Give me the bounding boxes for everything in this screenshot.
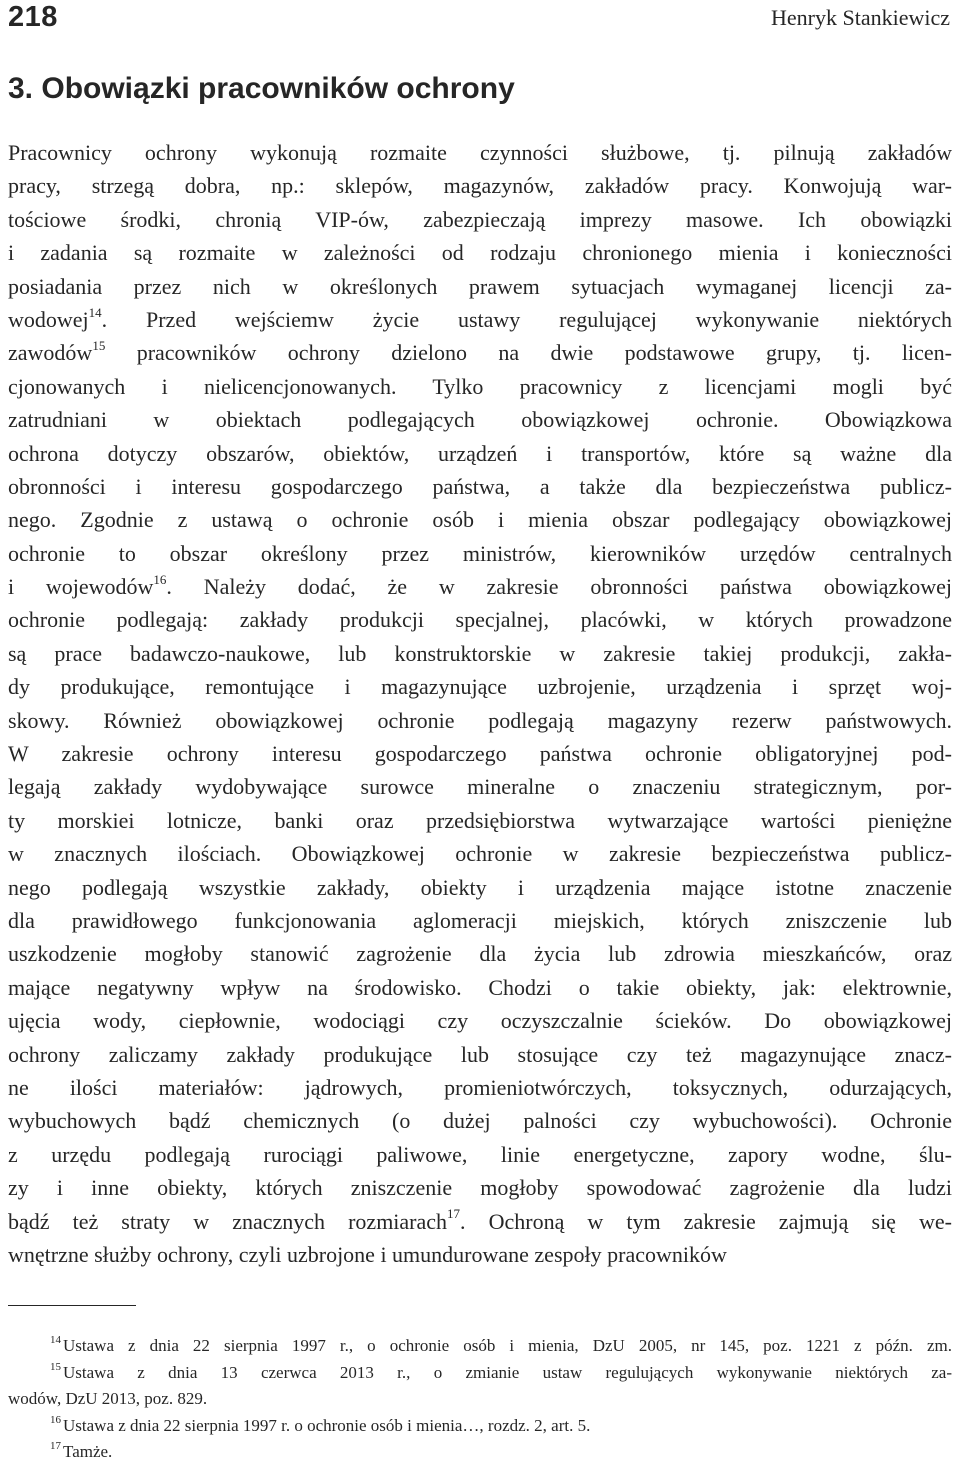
text-line: dy produkujące, remontujące i magazynujące uzbrojenie, urządzenia i sprzęt woj-: [8, 674, 952, 700]
text-line: uszkodzenie mogłoby stanowić zagrożenie dla życia lub zdrowia mieszkańców, oraz: [8, 941, 952, 967]
text-line: [8, 303, 952, 336]
footnote-number: 15: [50, 1360, 61, 1373]
text-segment: i wojewodów: [8, 574, 154, 600]
footnotes: [8, 1333, 952, 1466]
text-line: ochronie podlegają: zakłady produkcji specjalnej, placówki, w których prowadzone: [8, 607, 952, 633]
text-line: W zakresie ochrony interesu gospodarczego państwa ochronie obligatoryjnej pod-: [8, 741, 952, 767]
section-heading: 3. Obowiązki pracowników ochrony: [8, 72, 515, 105]
footnote-separator: [8, 1305, 136, 1306]
footnote-number: 14: [50, 1334, 61, 1347]
text-line: z urzędu podlegają rurociągi paliwowe, linie energetyczne, zapory wodne, ślu-: [8, 1141, 952, 1167]
text-segment: wodowej: [8, 306, 89, 332]
text-line: nego. Zgodnie z ustawą o ochronie osób i mienia obszar podlegający obowiązkowej: [8, 507, 952, 533]
footnote-text: wodów, DzU 2013, poz. 829.: [8, 1389, 208, 1408]
page-number: 218: [8, 1, 58, 33]
text-line: ujęcia wody, ciepłownie, wodociągi czy oczyszczalnie ścieków. Do obowiązkowej: [8, 1008, 952, 1034]
text-line: zy i inne obiekty, których zniszczenie mogłoby spowodować zagrożenie dla ludzi: [8, 1175, 952, 1201]
text-line: wybuchowych bądź chemicznych (o dużej palności czy wybuchowości). Ochronie: [8, 1108, 952, 1134]
footnote-text: Ustawa z dnia 22 sierpnia 1997 r. o ochronie osób i mienia…, rozdz. 2, art. 5.: [63, 1415, 591, 1435]
text-line: ochrona dotyczy obszarów, obiektów, urządzeń i transportów, które są ważne dla: [8, 440, 952, 466]
text-line: legają zakłady wydobywające surowce mineralne o znaczeniu strategicznym, por-: [8, 774, 952, 800]
footnote: [8, 1439, 952, 1466]
footnote-text: Ustawa z dnia 22 sierpnia 1997 r., o ochronie osób i mienia, DzU 2005, nr 145, poz. 1221 z późn. zm.: [63, 1336, 952, 1355]
footnote-number: 16: [50, 1413, 61, 1426]
footnote: [8, 1360, 952, 1387]
text-line: ty morskiei lotnicze, banki oraz przedsiębiorstwa wytwarzające wartości pieniężne: [8, 807, 952, 833]
text-line: mające negatywny wpływ na środowisko. Chodzi o takie obiekty, jak: elektrownie,: [8, 974, 952, 1000]
text-line: ne ilości materiałów: jądrowych, promieniotwórczych, toksycznych, odurzających,: [8, 1074, 952, 1100]
text-segment: bądź też straty w znacznych rozmiarach: [8, 1208, 448, 1234]
footnote-text: Tamże.: [63, 1442, 113, 1461]
footnote-text: Ustawa z dnia 13 czerwca 2013 r., o zmianie ustaw regulujących wykonywanie niektórych za-: [63, 1362, 952, 1382]
text-line: są prace badawczo-naukowe, lub konstruktorskie w zakresie takiej produkcji, zakła-: [8, 640, 952, 666]
footnote-number: 17: [50, 1440, 61, 1453]
text-line: [8, 336, 952, 369]
text-line: pracy, strzegą dobra, np.: sklepów, magazynów, zakładów pracy. Konwojują war-: [8, 173, 952, 199]
text-line: obronności i interesu gospodarczego państwa, a także dla bezpieczeństwa publicz-: [8, 473, 952, 499]
footnote-reference[interactable]: 16: [153, 571, 167, 587]
text-line: tościowe środki, chronią VIP-ów, zabezpieczają imprezy masowe. Ich obowiązki: [8, 206, 952, 232]
text-line: i zadania są rozmaite w zależności od rodzaju chronionego mienia i konieczności: [8, 240, 952, 266]
running-head: Henryk Stankiewicz: [771, 5, 950, 30]
body-text: [8, 136, 952, 1271]
footnote-reference[interactable]: 17: [447, 1206, 461, 1222]
text-line: Pracownicy ochrony wykonują rozmaite czynności służbowe, tj. pilnują zakładów: [8, 140, 952, 165]
text-segment: zawodów: [8, 340, 93, 366]
text-segment: pracowników ochrony dzielono na dwie podstawowe grupy, tj. licen-: [105, 340, 952, 366]
text-line: [8, 570, 952, 603]
text-line: cjonowanych i nielicencjonowanych. Tylko pracownicy z licencjami mogli być: [8, 373, 952, 399]
text-line: [8, 1205, 952, 1238]
text-line: ochronie to obszar określony przez ministrów, kierowników urzędów centralnych: [8, 540, 952, 566]
text-line: nego podlegają wszystkie zakłady, obiekty i urządzenia mające istotne znaczenie: [8, 874, 952, 900]
footnote: [8, 1386, 952, 1413]
text-line: posiadania przez nich w określonych prawem sytuacjach wymaganej licencji za-: [8, 273, 952, 299]
text-line: w znacznych ilościach. Obowiązkowej ochronie w zakresie bezpieczeństwa publicz-: [8, 841, 952, 867]
footnote: [8, 1333, 952, 1360]
text-segment: . Należy dodać, że w zakresie obronności państwa obowiązkowej: [166, 574, 952, 600]
text-segment: . Przed wejściemw życie ustawy regulującej wykonywanie niektórych: [101, 306, 952, 332]
footnote-reference[interactable]: 15: [92, 338, 106, 354]
text-line: skowy. Również obowiązkowej ochronie podlegają magazyny rezerw państwowych.: [8, 707, 952, 733]
footnote-reference[interactable]: 14: [88, 304, 102, 320]
footnote: [8, 1413, 952, 1440]
text-line: ochrony zaliczamy zakłady produkujące lub stosujące czy też magazynujące znacz-: [8, 1041, 952, 1067]
text-segment: . Ochroną w tym zakresie zajmują się we-: [460, 1208, 952, 1234]
text-line: wnętrzne służby ochrony, czyli uzbrojone i umundurowane zespoły pracowników: [8, 1241, 727, 1267]
text-line: dla prawidłowego funkcjonowania aglomeracji miejskich, których zniszczenie lub: [8, 907, 952, 933]
text-line: zatrudniani w obiektach podlegających obowiązkowej ochronie. Obowiązkowa: [8, 407, 952, 433]
